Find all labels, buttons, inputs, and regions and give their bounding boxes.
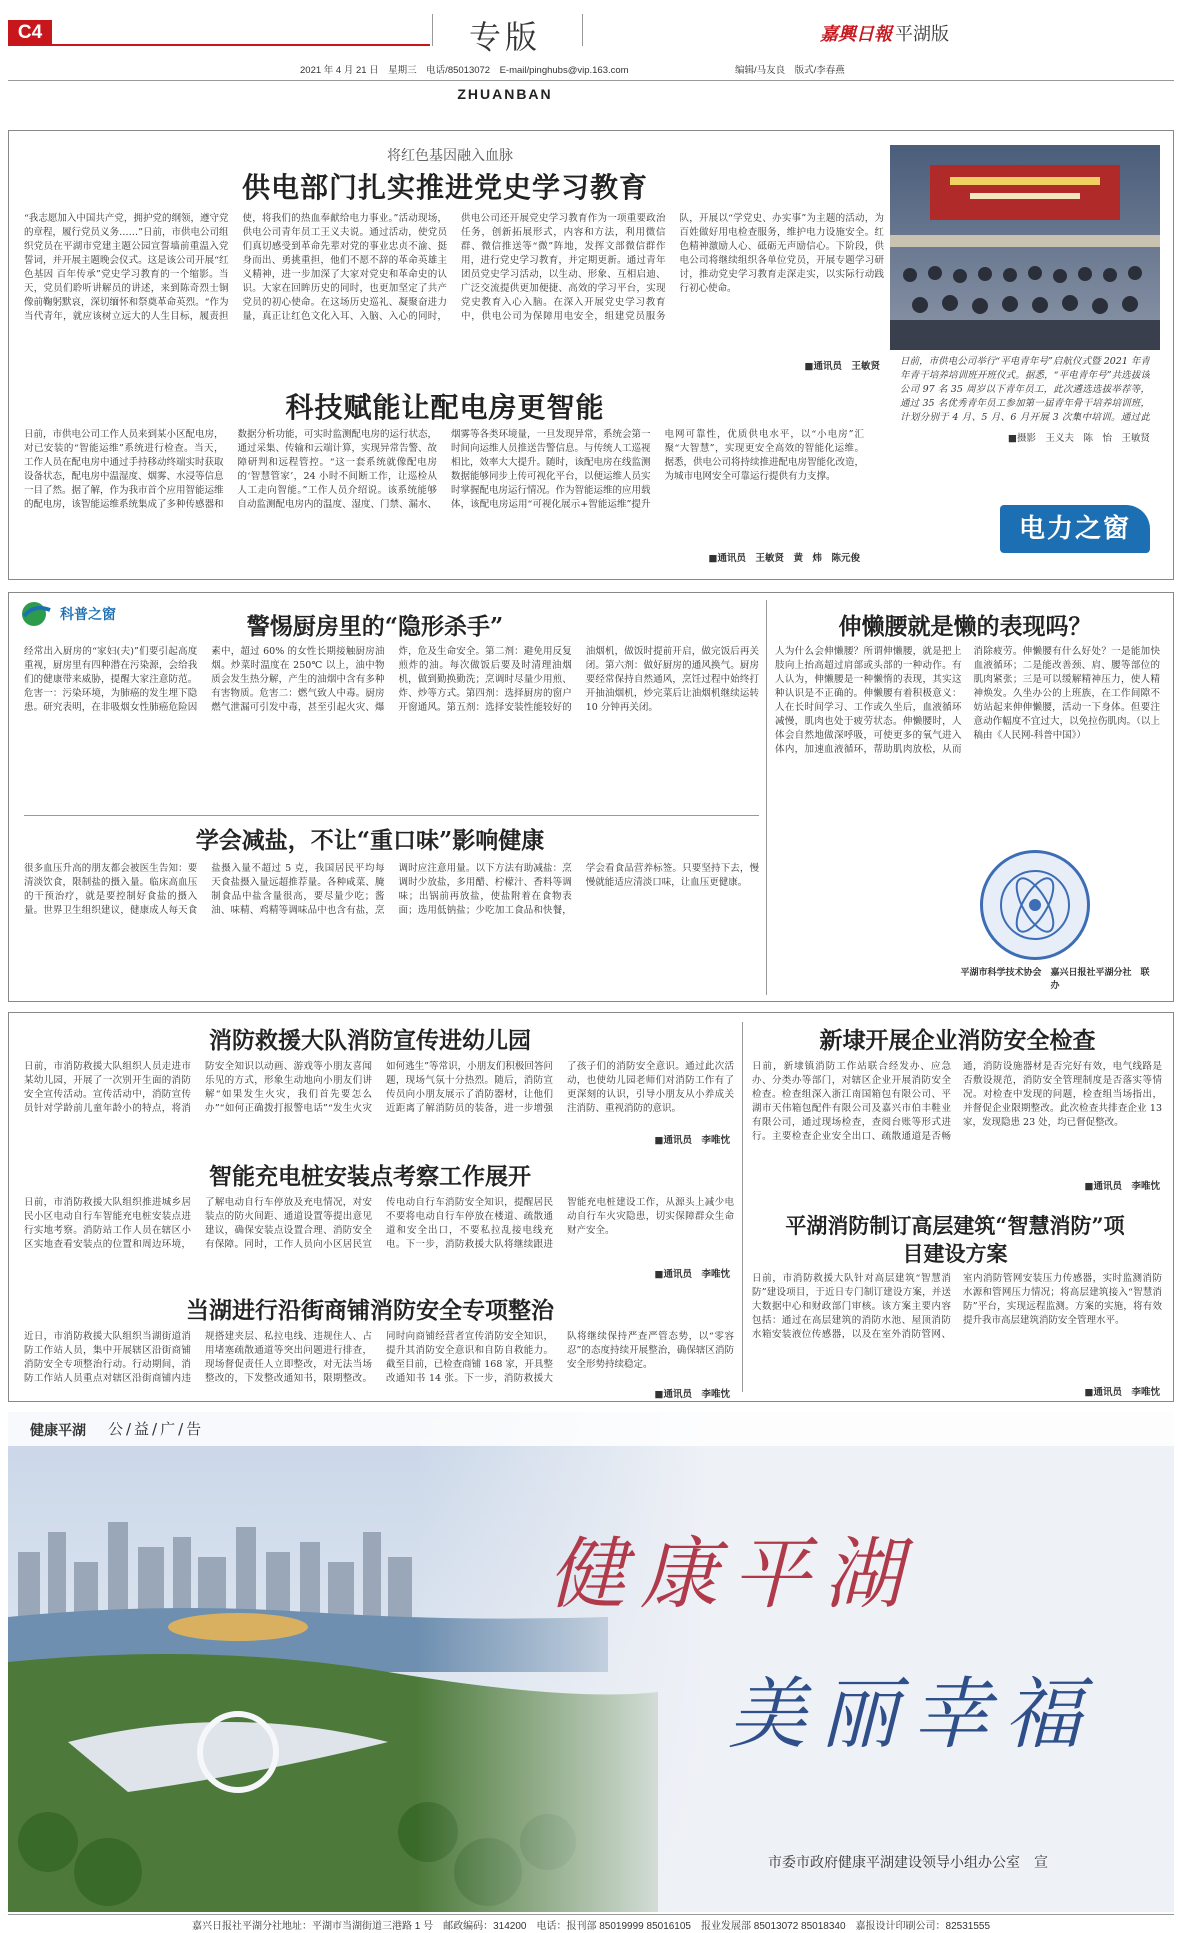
ad-credit: 市委市政府健康平湖建设领导小组办公室 宣: [768, 1855, 1048, 1871]
fire-article3-body: 近日，市消防救援大队组织当湖街道消防工作站人员，集中开展辖区沿街商铺消防安全专项整治行动。行动期间，消防工作站人员重点对辖区沿街商铺内违规搭建夹层、私拉电线、违规住人、占用堵塞疏散通道等突出问题进行排查，现场督促责任人立即整改，对无法当场整改的，下发整改通知书，限期整改。同时向商铺经营者宣传消防安全知识，提升其消防安全意识和自防自救能力。截至目前，已检查商铺 168 家，开具整改通知书 14 张。下一步，消防救援大队将继续保持严查严管态势，以“零容忍”的态度持续开展整治，确保辖区消防安全形势持续稳定。: [24, 1331, 734, 1384]
ad-tag: 公/益/广/告: [108, 1420, 205, 1438]
public-service-ad: [8, 1412, 1174, 1912]
article1-photo-byline: ■摄影 王义夫 陈 怡 王敏贤: [1008, 433, 1150, 444]
article2-body: 日前，市供电公司工作人员来到某小区配电房，对已安装的“智能运维”系统进行检查。当天，工作人员在配电房中通过手持移动终端实时获取设备状态，配电房中温湿度、烟雾、水浸等信息一目了然。据了解，作为我市首个应用智能运维的配电房，该智能运维系统集成了多种传感器和数据分析功能，可实时监测配电房的运行状态，通过采集、传输和云端计算，实现异常告警、故障研判和远程管控。“这一套系统就像配电房的‘智慧管家’，24 小时不间断工作，让巡检从人工走向智能。”工作人员介绍说。该系统能够自动监测配电房内的温度、湿度、门禁、漏水、烟雾等各类环境量，一旦发现异常，系统会第一时间向运维人员推送告警信息。与传统人工巡视相比，效率大大提升。随时，该配电房在线监测数据能够同步上传可视化平台，以便运维人员实时掌握配电房运行情况。作为智能运维的应用载体，该配电房运用“可视化展示+智能运维”提升电网可靠性，优质供电水平，以“小电房”汇聚“大智慧”，实现更安全高效的智能化运维。据悉，供电公司将持续推进配电房智能化改造，为城市电网安全可靠运行提供有力支撑。: [24, 429, 864, 510]
section-divider-left: [432, 14, 433, 46]
fire-article2-title: 智能充电桩安装点考察工作展开: [209, 1163, 531, 1190]
fire-vertical-rule: [742, 1022, 743, 1392]
article1-photo-caption: 日前，市供电公司举行“平电青年号”启航仪式暨 2021 年青年青干培养培训班开班仪式。据悉，“平电青年号”共选拔该公司 97 名 35 周岁以下青年员工，此次遴选选拔举荐等，通过 35 名优秀青年员工参加第一届青年骨干培养培训班，计划分别于 4 月、5 月、6 月开展 3 次集中培训。通过此: [900, 356, 1150, 423]
science-logo-caption: 平湖市科学技术协会 嘉兴日报社平湖分社 联办: [960, 968, 1150, 991]
science-article2-title: 学会减盐，不让“重口味”影响健康: [195, 827, 545, 854]
article1-byline: ■通讯员 王敏贤: [804, 361, 880, 372]
article1-title: 供电部门扎实推进党史学习教育: [241, 171, 648, 204]
header-rule: [8, 80, 1174, 81]
association-emblem-icon: [983, 853, 1087, 957]
fire-article5-byline: ■通讯员 李唯忱: [1084, 1387, 1160, 1398]
section-divider-right: [582, 14, 583, 46]
section-title: 专版: [468, 18, 541, 56]
fire-article1-byline: ■通讯员 李唯忱: [654, 1135, 730, 1146]
science-column-logo: [20, 600, 140, 630]
article1-body: “我志愿加入中国共产党，拥护党的纲领，遵守党的章程，履行党员义务……”日前，市供电公司组织党员在平湖市党建主题公园宣誓墙前重温入党誓词，并开展主题晚会仪式。这是该公司开展“红色基因 百年传承”党史学习教育的一个缩影。当天，党员们聆听讲解员的讲述，来到陈奇烈士铜像前鞠躬默哀，深切缅怀和祭奠革命英烈。“作为当代青年，就应该树立远大的人生目标，履责担使，将我们的热血奉献给电力事业。”活动现场，供电公司青年员工王义夫说。通过活动，使党员们真切感受到革命先辈对党的事业忠贞不渝、挺身而出、勇挑重担，他们不愿不辞的革命英雄主义精神，进一步加深了大家对党史和革命史的认识。大家在回眸历史的同时，也更加坚定了共产党员的初心使命。在这场历史巡礼、凝聚奋进力量，真正让红色文化入耳、入脑、入心的同时，供电公司还开展党史学习教育作为一项重要政治任务，创新拓展形式，内容和方法，利用微信群、微信推送等“微”阵地，发挥文部微信群作用，进行党史学习教育，并定期更新。通过青年团员党史学习活动，以生动、形象、互相启迪、广泛交流提供更加便捷、高效的学习平台，实现党史教育入心入脑。在深入开展党史学习教育中，供电公司为保障用电安全，组建党员服务队，开展以“学党史、办实事”为主题的活动，为百姓做好用电检查服务，维护电力设施安全。红色精神激励人心、砥砺无声励信心。下阶段，供电公司将继续组织各单位党员，开展专题学习研讨，推动党史学习教育走深走实，以实际行动践行初心使命。: [24, 213, 884, 322]
edition-name: 平湖版: [895, 24, 949, 45]
fire-article2-byline: ■通讯员 李唯忱: [654, 1269, 730, 1280]
fire-article1-title: 消防救援大队消防宣传进幼儿园: [209, 1027, 531, 1054]
science-article2-body: 很多血压升高的朋友都会被医生告知：要清淡饮食，限制盐的摄入量。临床高血压的干预治疗，就是要控制好食盐的摄入量。世界卫生组织建议，健康成人每天食盐摄入量不超过 5 克，我国居民平均每天食盐摄入量远超推荐量。各种咸菜、腌制食品中盐含量很高，要尽量少吃；酱油、味精、鸡精等调味品中也含有盐，烹调时应注意用量。以下方法有助减盐：烹调时少放盐，多用醋、柠檬汁、香料等调味；出锅前再放盐，使盐附着在食物表面；选用低钠盐；少吃加工食品和快餐，学会看食品营养标签。只要坚持下去，慢慢就能适应清淡口味，让血压更健康。: [24, 863, 759, 916]
fire-article4-byline: ■通讯员 李唯忱: [1084, 1181, 1160, 1192]
footer-rule: [8, 1914, 1174, 1915]
globe-icon: [20, 600, 54, 628]
ad-slogan-line2: 美丽幸福: [728, 1670, 1097, 1760]
science-vertical-rule: [766, 600, 767, 995]
page-code: C4: [8, 20, 52, 46]
fire-article3-title: 当湖进行沿街商铺消防安全专项整治: [186, 1297, 554, 1324]
meeting-photo: [890, 145, 1160, 350]
paper-logo: 嘉興日報: [820, 24, 892, 45]
science-article3-title: 伸懒腰就是懒的表现吗？: [838, 613, 1092, 640]
fire-article3-byline: ■通讯员 李唯忱: [654, 1389, 730, 1400]
page-code-rule: [52, 44, 430, 46]
science-divider: [24, 815, 759, 816]
fire-article5-title: 平湖消防制订高层建筑“智慧消防”项目建设方案: [785, 1213, 1125, 1266]
science-column-label: 科普之窗: [60, 607, 116, 623]
footer-info: 嘉兴日报社平湖分社地址：平湖市当湖街道三港路 1 号 邮政编码：314200 电话：报刊部 85019999 85016105 报业发展部 85013072 85018340 嘉报设计印刷公司：82531555: [191, 1921, 991, 1932]
article2-title: 科技赋能让配电房更智能: [285, 391, 605, 424]
fire-article4-body: 日前，新埭镇消防工作站联合经发办、应急办、分类办等部门，对辖区企业开展消防安全检查。检查组深入浙江南国箱包有限公司、平湖市天伟箱包配件有限公司及嘉兴市伯丰鞋业有限公司，通过现场检查，查阅台账等形式进行。主要检查企业安全出口、疏散通道是否畅通，消防设施器材是否完好有效，电气线路是否敷设规范，消防安全管理制度是否落实等情况。对检查中发现的问题，检查组当场指出，并督促企业限期整改。此次检查共排查企业 13 家，发现隐患 23 处，均已督促整改。: [752, 1061, 1162, 1142]
article1-kicker: 将红色基因融入血脉: [387, 148, 513, 164]
ad-slogan-line1: 健康平湖: [548, 1530, 917, 1620]
fire-article2-body: 日前，市消防救援大队组织推进城乡居民小区电动自行车智能充电桩安装点进行实地考察。消防站工作人员在辖区小区实地查看安装点的位置和周边环境，了解电动自行车停放及充电情况，对安装点的防火间距、通道设置等提出意见建议，确保安装点设置合理、消防安全有保障。同时，工作人员向小区居民宣传电动自行车消防安全知识，提醒居民不要将电动自行车停放在楼道、疏散通道和安全出口，不要私拉乱接电线充电。下一步，消防救援大队将继续跟进智能充电桩建设工作，从源头上减少电动自行车火灾隐患，切实保障群众生命财产安全。: [24, 1197, 734, 1250]
fire-article1-body: 日前，市消防救援大队组织人员走进市某幼儿园，开展了一次别开生面的消防安全宣传活动。宣传活动中，消防宣传员针对学龄前儿童年龄小的特点，将消防安全知识以动画、游戏等小朋友喜闻乐见的方式，形象生动地向小朋友们讲解“如果发生火灾，我们首先要怎么办”“如何正确拨打报警电话”“发生火灾如何逃生”等常识，小朋友们积极回答问题，现场气氛十分热烈。随后，消防宣传员向小朋友展示了消防器材，让他们近距离了解消防员的装备，进一步增强了孩子们的消防安全意识。通过此次活动，也使幼儿园老师们对消防工作有了更深刻的认识，引导小朋友从小养成关注消防、重视消防的意识。: [24, 1061, 734, 1114]
science-article1-body: 经常出入厨房的“家妇(夫)”们要引起高度重视，厨房里有四种潜在污染源，会给我们的健康带来威胁，提醒大家注意防范。危害一：污染环境，为肺癌的发生埋下隐患。研究表明，在非吸烟女性肺癌危险因素中，超过 60% 的女性长期接触厨房油烟。炒菜时温度在 250℃ 以上，油中物质会发生热分解，产生的油烟中含有多种有害物质。危害二：燃气致人中毒。厨房燃气泄漏可引发中毒，甚至引起火灾、爆炸，危及生命安全。第二剂：避免用反复煎炸的油。每次做饭后要及时清理油烟机，做到勤换勤洗；烹调时尽量少用煎、炸、炒等方式。第四剂：选择厨房的窗户开窗通风。第五剂：选择安装性能较好的油烟机，做饭时提前开启，做完饭后再关闭。第六剂：做好厨房的通风换气。厨房要经常保持自然通风，烹饪过程中始终打开抽油烟机，炒完菜后让油烟机继续运转 10 分钟再关闭。: [24, 646, 759, 713]
fire-article5-body: 日前，市消防救援大队针对高层建筑“智慧消防”建设项目，于近日专门制订建设方案，并送大数据中心和财政部门审核。该方案主要内容包括：通过在高层建筑的消防水池、屋顶消防水箱安装液位传感器，以及在室外消防管网、室内消防管网安装压力传感器，实时监测消防水源和管网压力情况；将高层建筑接入“智慧消防”平台，实现远程监测。方案的实施，将有效提升我市高层建筑消防安全管理水平。: [752, 1273, 1162, 1340]
section-pinyin: ZHUANBAN: [457, 86, 553, 102]
date-line: 2021 年 4 月 21 日 星期三 电话/85013072 E-mail/pinghubs@vip.163.com: [300, 65, 629, 76]
ad-label: 健康平湖: [30, 1423, 86, 1439]
science-article1-title: 警惕厨房里的“隐形杀手”: [246, 613, 504, 640]
science-association-logo: [980, 850, 1090, 960]
power-window-badge: 电力之窗: [1000, 505, 1150, 553]
fire-article4-title: 新埭开展企业消防安全检查: [819, 1027, 1096, 1054]
science-article3-body: 人为什么会伸懒腰？所谓伸懒腰，就是把上肢向上抬高超过肩部或头部的一种动作。有人认为，伸懒腰是一种懒惰的表现，其实这种认识是不正确的。伸懒腰有着积极意义：人在长时间学习、工作或久坐后，血液循环减慢，肌肉也处于疲劳状态。伸懒腰时，人体会自然地做深呼吸，可使更多的氧气进入体内，加速血液循环，帮助肌肉放松，从而消除疲劳。伸懒腰有什么好处？一是能加快血液循环；二是能改善颈、肩、腰等部位的肌肉紧张；三是可以缓解精神压力，使人精神焕发。久坐办公的上班族，在工作间隙不妨站起来伸伸懒腰，活动一下身体。但要注意动作幅度不宜过大，以免拉伤肌肉。（以上稿由《人民网-科普中国》）: [775, 646, 1160, 755]
article2-byline: ■通讯员 王敏贤 黄 炜 陈元俊: [708, 553, 860, 564]
editor-line: 编辑/马友良 版式/李春燕: [735, 65, 845, 76]
